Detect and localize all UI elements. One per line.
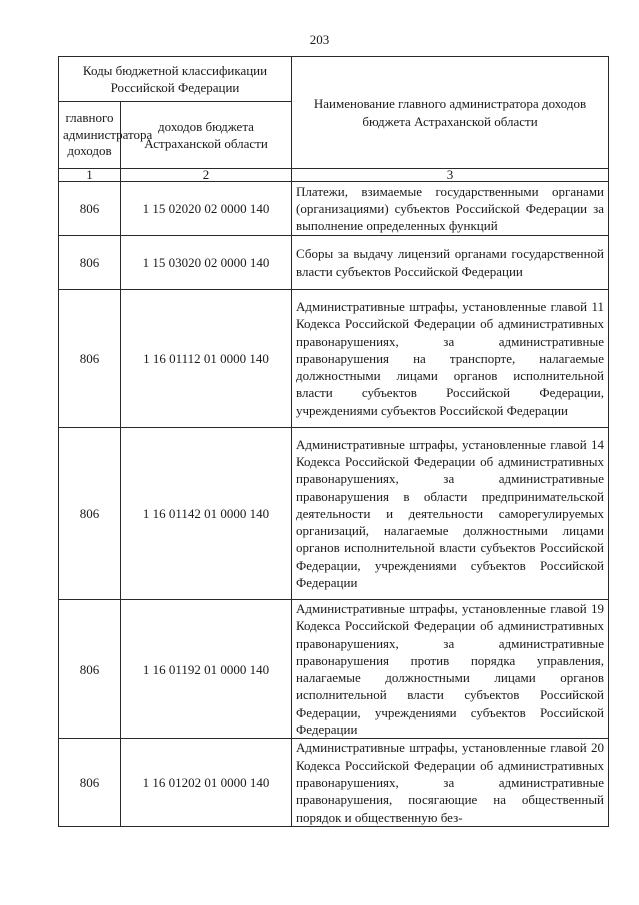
description-cell: Платежи, взимаемые государственными органами (организациями) субъектов Российской Федерации за выполнение определенных функций: [292, 182, 609, 236]
column-number-1: 1: [59, 169, 121, 182]
admin-code-cell: 806: [59, 739, 121, 826]
table-row: [59, 739, 609, 826]
admin-code-cell: 806: [59, 182, 121, 236]
admin-code-cell: 806: [59, 428, 121, 600]
income-code-cell: 1 15 02020 02 0000 140: [121, 182, 292, 236]
income-code-cell: 1 16 01112 01 0000 140: [121, 290, 292, 428]
table-row: [59, 428, 609, 600]
header-admin-column: главного администратора доходов: [59, 102, 121, 169]
description-cell: Административные штрафы, установленные главой 19 Кодекса Российской Федерации об административных правонарушениях, за административные правонарушения против порядка управления, налагаемые должностными лицами органов исполнительной власти субъектов Российской Федерации, учреждениями субъектов Российской Федерации: [292, 600, 609, 739]
description-cell: Административные штрафы, установленные главой 20 Кодекса Российской Федерации об административных правонарушениях, за административные правонарушения, посягающие на общественный порядок и общественную без-: [292, 739, 609, 826]
table-row: [59, 290, 609, 428]
description-cell: Сборы за выдачу лицензий органами государственной власти субъектов Российской Федерации: [292, 236, 609, 290]
admin-code-cell: 806: [59, 290, 121, 428]
admin-code-cell: 806: [59, 236, 121, 290]
page-number: 203: [309, 32, 330, 47]
admin-code-cell: 806: [59, 600, 121, 739]
income-code-cell: 1 15 03020 02 0000 140: [121, 236, 292, 290]
description-cell: Административные штрафы, установленные главой 11 Кодекса Российской Федерации об административных правонарушениях, за административные правонарушения на транспорте, налагаемые должностными лицами органов исполнительной власти субъектов Российской Федерации, учреждениями субъектов Российской Федерации: [292, 290, 609, 428]
budget-classification-table: [58, 56, 609, 827]
income-code-cell: 1 16 01192 01 0000 140: [121, 600, 292, 739]
description-cell: Административные штрафы, установленные главой 14 Кодекса Российской Федерации об административных правонарушениях, за административные правонарушения в области предпринимательской деятельности и деятельности саморегулируемых организаций, налагаемые должностными лицами органов исполнительной власти субъектов Российской Федерации, учреждениями субъектов Российской Федерации: [292, 428, 609, 600]
header-name-column: Наименование главного администратора доходов бюджета Астраханской области: [292, 57, 609, 169]
column-number-2: 2: [121, 169, 292, 182]
table-row: [59, 182, 609, 236]
header-income-column: доходов бюджета Астраханской области: [121, 102, 292, 169]
header-group-title: Коды бюджетной классификации Российской Федерации: [59, 57, 292, 102]
table-row: [59, 236, 609, 290]
column-number-3: 3: [292, 169, 609, 182]
income-code-cell: 1 16 01142 01 0000 140: [121, 428, 292, 600]
income-code-cell: 1 16 01202 01 0000 140: [121, 739, 292, 826]
table-row: [59, 600, 609, 739]
